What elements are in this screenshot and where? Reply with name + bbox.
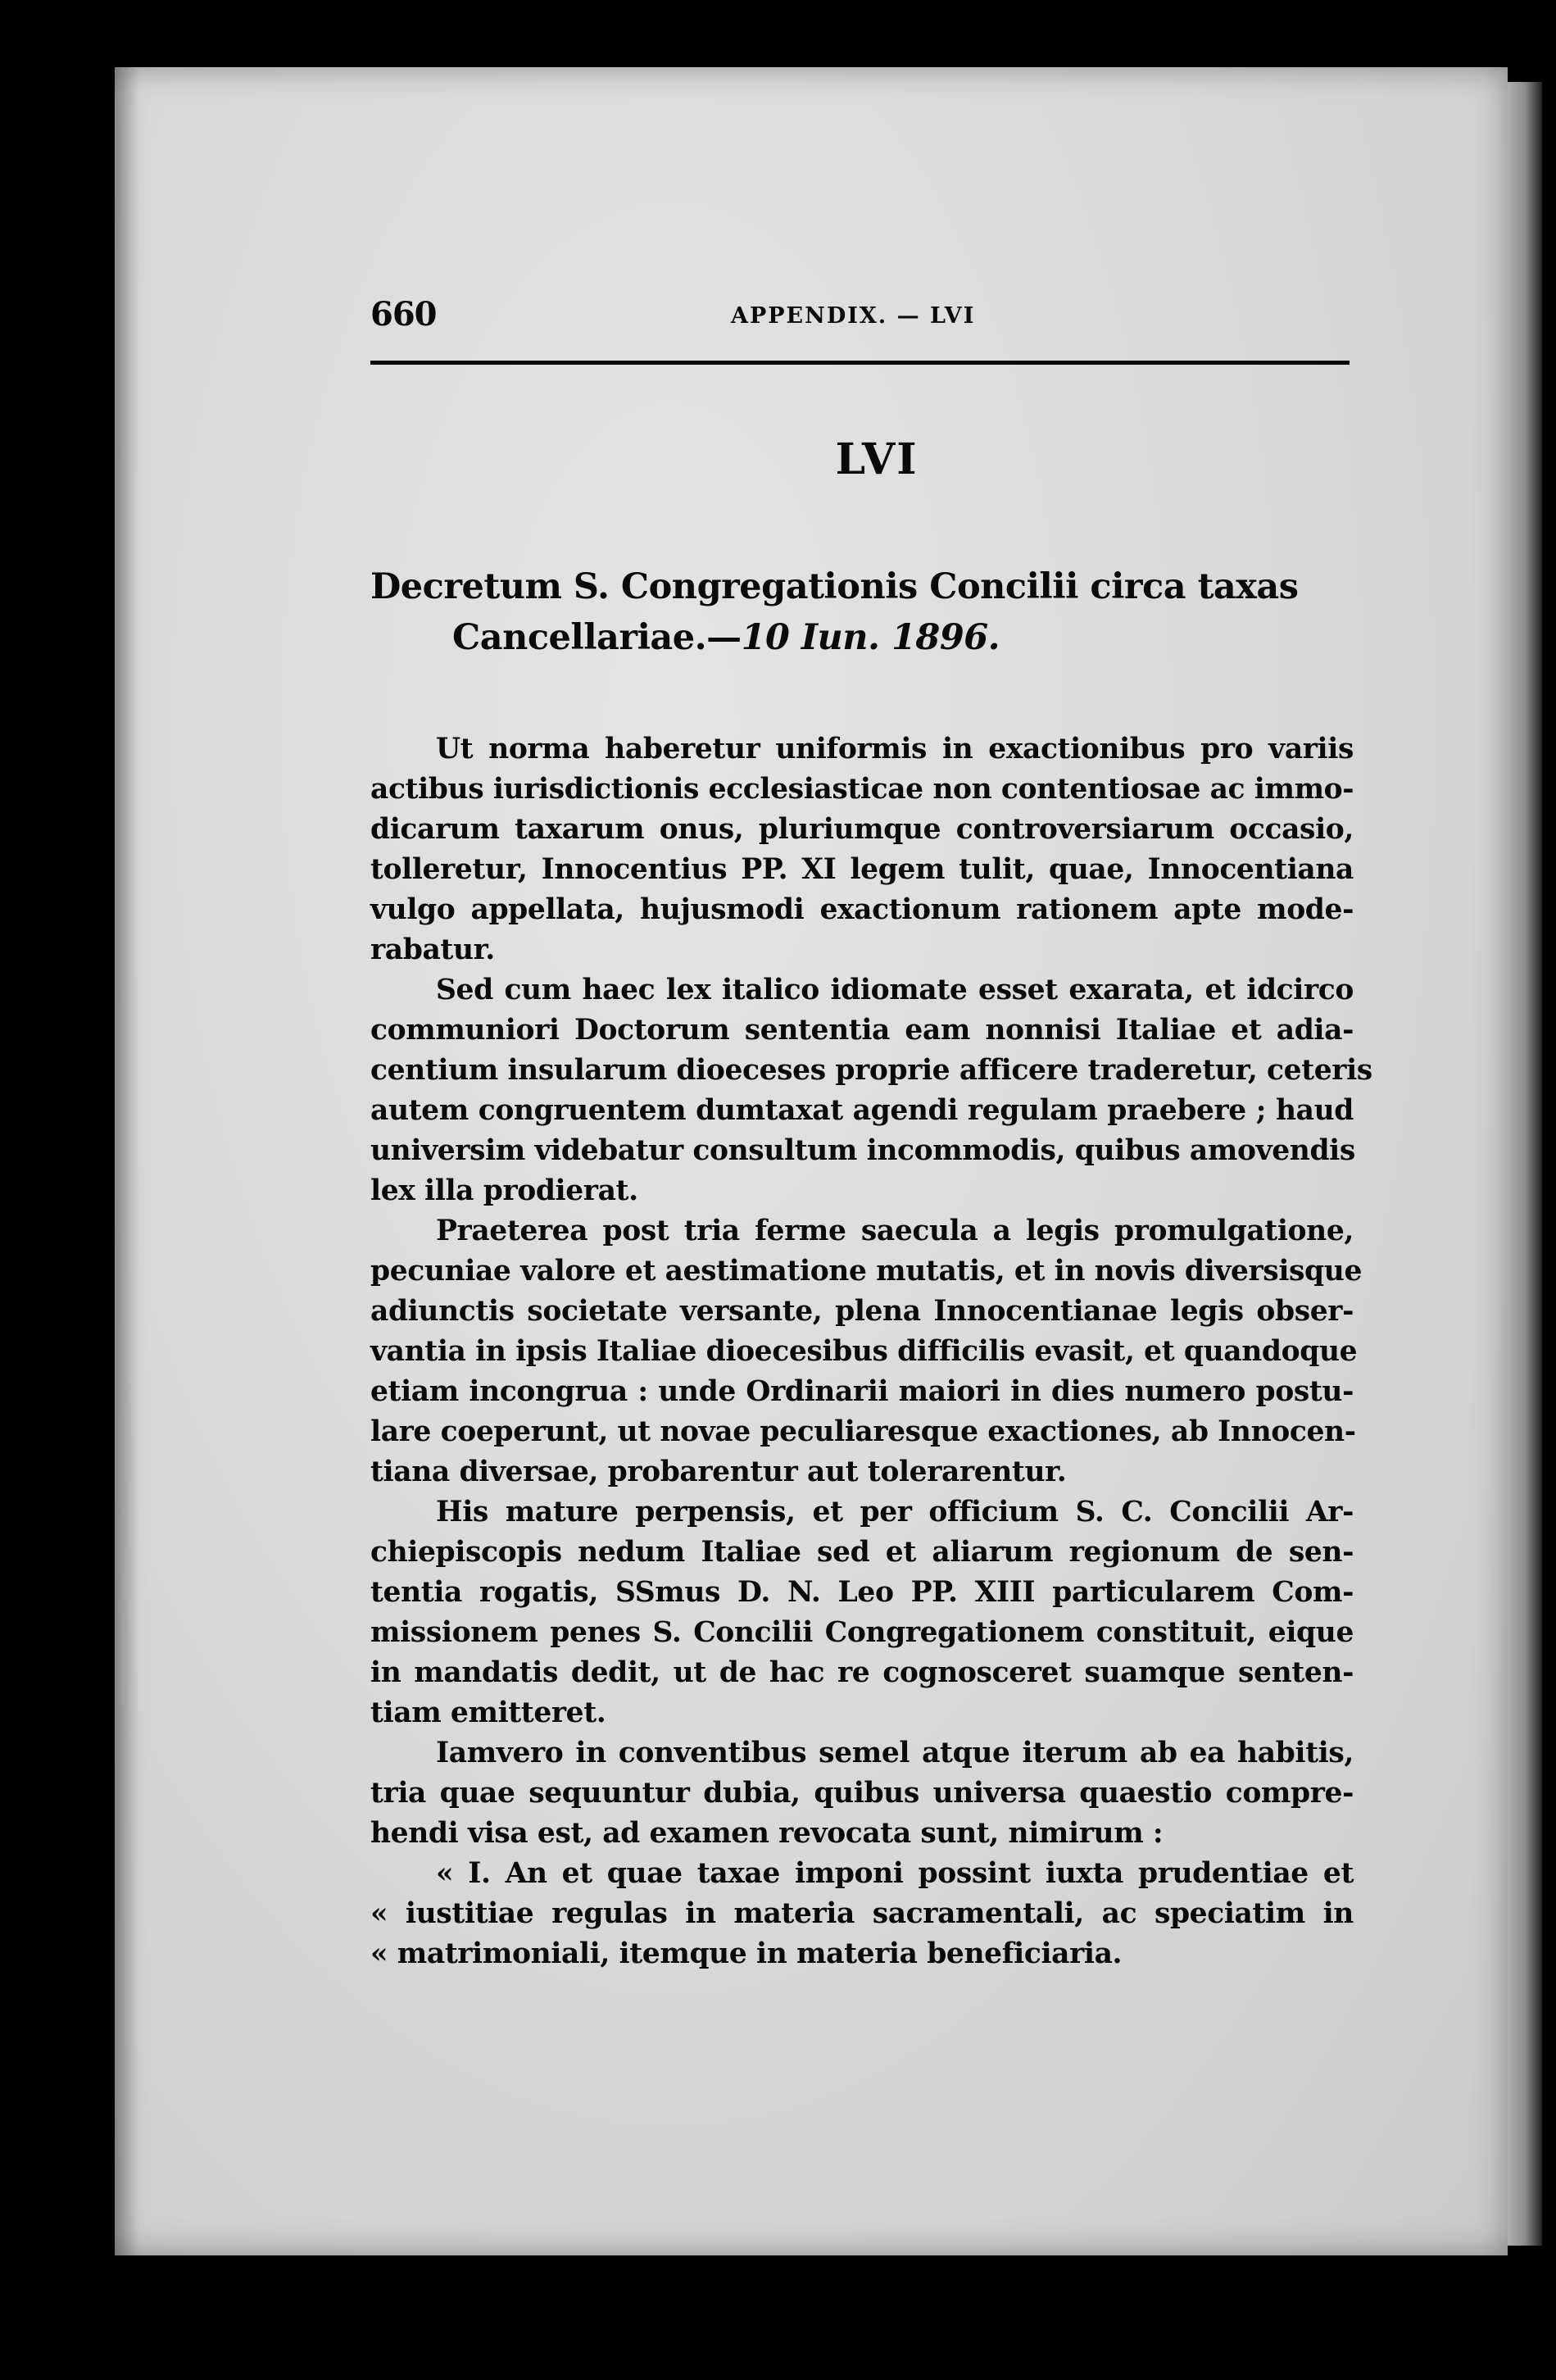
decree-date: 10 Iun. 1896.: [741, 617, 1000, 658]
paragraph: [370, 729, 1354, 970]
text-line: Iamvero in conventibus semel atque iterum ab ea habitis,: [436, 1737, 1354, 1769]
text-line: chiepiscopis nedum Italiae sed et aliarum regionum de sen-: [370, 1536, 1354, 1569]
paragraph: [370, 1211, 1362, 1492]
page-number: 660: [370, 295, 437, 334]
paragraph: [370, 970, 1372, 1211]
header-rule: [370, 361, 1350, 365]
text-line: vulgo appellata, hujusmodi exactionum rationem apte mode-: [370, 893, 1354, 926]
body-text: [370, 729, 1372, 1974]
text-line: actibus iurisdictionis ecclesiasticae non contentiosae ac immo-: [370, 773, 1354, 806]
text-line: tolleretur, Innocentius PP. XI legem tulit, quae, Innocentiana: [370, 853, 1354, 886]
paragraph: [370, 1492, 1354, 1733]
text-line: vantia in ipsis Italiae dioecesibus difficilis evasit, et quandoque: [370, 1335, 1358, 1368]
decree-title-line2: [370, 612, 1354, 663]
decree-title: [370, 561, 1354, 663]
text-line: adiunctis societate versante, plena Innocentianae legis obser-: [370, 1295, 1354, 1328]
text-line: His mature perpensis, et per officium S. C. Concilii Ar-: [436, 1496, 1354, 1528]
gutter-shadow: [115, 67, 139, 2255]
text-line: lex illa prodierat.: [370, 1174, 638, 1207]
text-line: tentia rogatis, SSmus D. N. Leo PP. XIII particularem Com-: [370, 1576, 1354, 1609]
text-line: pecuniae valore et aestimatione mutatis, et in novis diversisque: [370, 1255, 1362, 1288]
page-content: [370, 295, 1372, 1970]
text-line: « iustitiae regulas in materia sacramentali, ac speciatim in: [370, 1897, 1354, 1930]
text-line: Ut norma haberetur uniformis in exactionibus pro variis: [436, 733, 1354, 765]
running-head-title: APPENDIX. — LVI: [731, 303, 976, 329]
paragraph: [370, 1733, 1354, 1854]
text-line: hendi visa est, ad examen revocata sunt, nimirum :: [370, 1817, 1164, 1850]
text-line: « I. An et quae taxae imponi possint iuxta prudentiae et: [436, 1857, 1354, 1890]
text-line: Sed cum haec lex italico idiomate esset exarata, et idcirco: [436, 974, 1354, 1006]
text-line: centium insularum dioeceses proprie afficere traderetur, ceteris: [370, 1054, 1372, 1087]
text-line: communiori Doctorum sententia eam nonnisi Italiae et adia-: [370, 1014, 1354, 1047]
text-line: lare coeperunt, ut novae peculiaresque exactiones, ab Innocen-: [370, 1415, 1356, 1448]
text-line: in mandatis dedit, ut de hac re cognosceret suamque senten-: [370, 1656, 1354, 1689]
chapter-number: LVI: [835, 434, 919, 484]
paragraph: [370, 1854, 1354, 1974]
running-head: [370, 295, 1354, 341]
decree-title-line1: Decretum S. Congregationis Concilii circa taxas: [370, 566, 1299, 607]
text-line: « matrimoniali, itemque in materia beneficiaria.: [370, 1937, 1123, 1970]
text-line: tria quae sequuntur dubia, quibus universa quaestio compre-: [370, 1777, 1354, 1810]
text-line: Praeterea post tria ferme saecula a legis promulgatione,: [436, 1215, 1354, 1247]
text-line: etiam incongrua : unde Ordinarii maiori in dies numero postu-: [370, 1375, 1354, 1408]
text-line: dicarum taxarum onus, pluriumque controversiarum occasio,: [370, 813, 1354, 846]
text-line: rabatur.: [370, 933, 495, 966]
text-line: missionem penes S. Concilii Congregationem constituit, eique: [370, 1616, 1354, 1649]
decree-title-line2-text: Cancellariae.—: [452, 617, 742, 658]
text-line: universim videbatur consultum incommodis, quibus amovendis: [370, 1134, 1355, 1167]
text-line: tiam emitteret.: [370, 1696, 606, 1729]
text-line: autem congruentem dumtaxat agendi regulam praebere ; haud: [370, 1094, 1354, 1127]
text-line: tiana diversae, probarentur aut tolerarentur.: [370, 1456, 1067, 1488]
